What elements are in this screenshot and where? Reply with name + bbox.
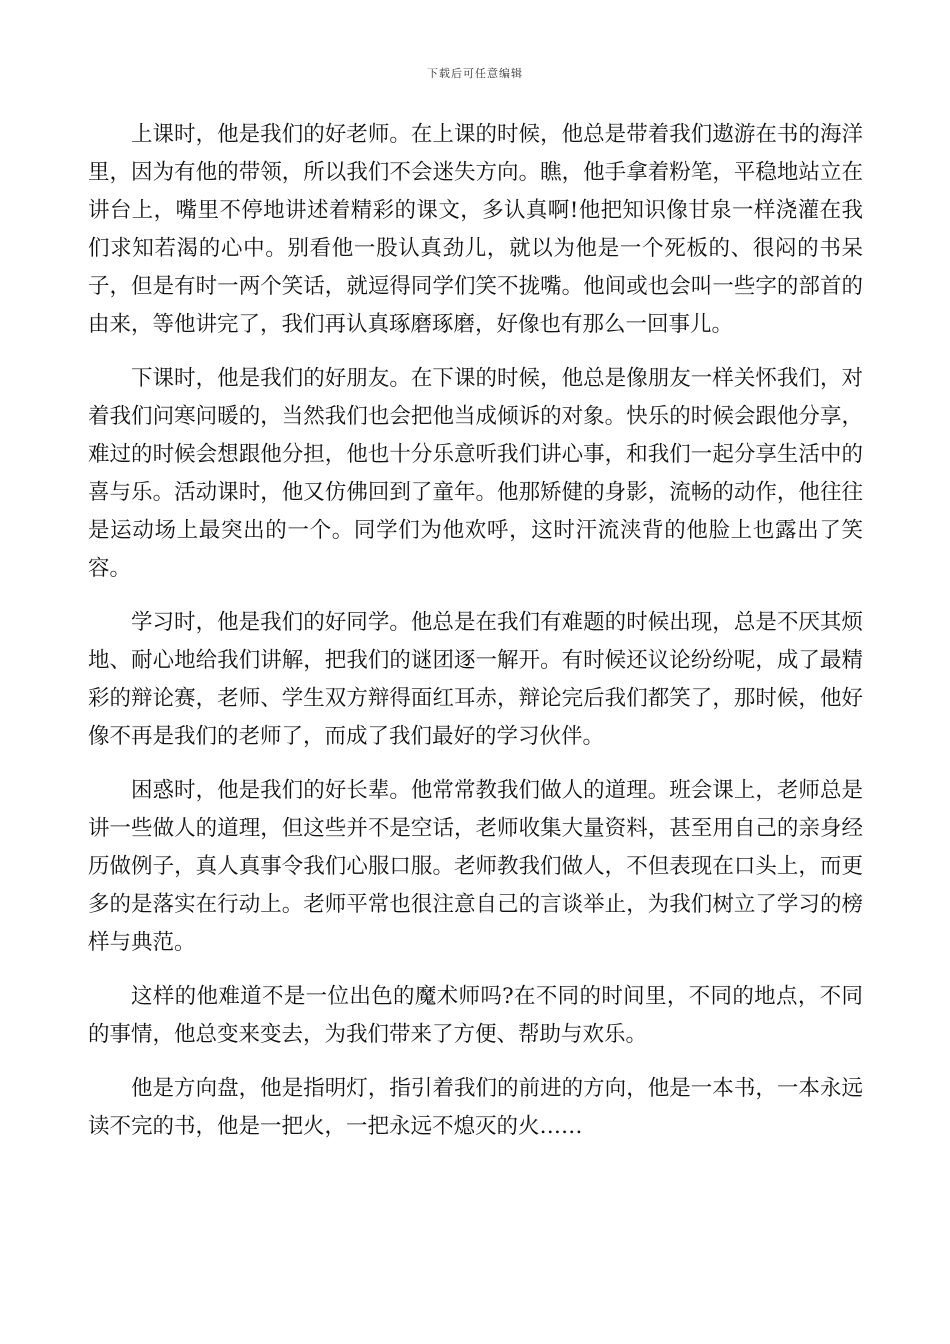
- document-body: [88, 116, 863, 1162]
- paragraph: 他是方向盘，他是指明灯，指引着我们的前进的方向，他是一本书，一本永远读不完的书，他是一把火，一把永远不熄灭的火……: [88, 1076, 863, 1139]
- paragraph: 困惑时，他是我们的好长辈。他常常教我们做人的道理。班会课上，老师总是讲一些做人的道理，但这些并不是空话，老师收集大量资料，甚至用自己的亲身经历做例子，真人真事令我们心服口服。老师教我们做人，不但表现在口头上，而更多的是落实在行动上。老师平常也很注意自己的言谈举止，为我们树立了学习的榜样与典范。: [88, 778, 863, 955]
- paragraph: 这样的他难道不是一位出色的魔术师吗?在不同的时间里，不同的地点，不同的事情，他总变来变去，为我们带来了方便、帮助与欢乐。: [88, 984, 863, 1047]
- paragraph: 上课时，他是我们的好老师。在上课的时候，他总是带着我们遨游在书的海洋里，因为有他的带领，所以我们不会迷失方向。瞧，他手拿着粉笔，平稳地站立在讲台上，嘴里不停地讲述着精彩的课文，多认真啊!他把知识像甘泉一样浇灌在我们求知若渴的心中。别看他一股认真劲儿，就以为他是一个死板的、很闷的书呆子，但是有时一两个笑话，就逗得同学们笑不拢嘴。他间或也会叫一些字的部首的由来，等他讲完了，我们再认真琢磨琢磨，好像也有那么一回事儿。: [88, 122, 863, 337]
- page-header: 下载后可任意编辑: [427, 67, 523, 80]
- paragraph: 下课时，他是我们的好朋友。在下课的时候，他总是像朋友一样关怀我们，对着我们问寒问暖的，当然我们也会把他当成倾诉的对象。快乐的时候会跟他分享，难过的时候会想跟他分担，他也十分乐意听我们讲心事，和我们一起分享生活中的喜与乐。活动课时，他又仿佛回到了童年。他那矫健的身影，流畅的动作，他往往是运动场上最突出的一个。同学们为他欢呼，这时汗流浃背的他脸上也露出了笑容。: [88, 366, 863, 581]
- paragraph: 学习时，他是我们的好同学。他总是在我们有难题的时候出现，总是不厌其烦地、耐心地给我们讲解，把我们的谜团逐一解开。有时候还议论纷纷呢，成了最精彩的辩论赛，老师、学生双方辩得面红耳赤，辩论完后我们都笑了，那时候，他好像不再是我们的老师了，而成了我们最好的学习伙伴。: [88, 610, 863, 749]
